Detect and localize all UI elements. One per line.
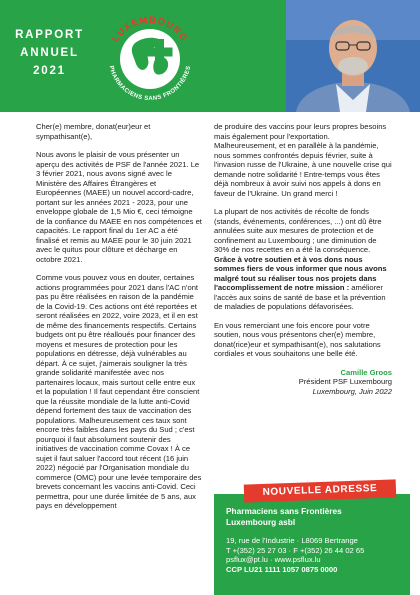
signer-role: Président PSF Luxembourg (298, 377, 392, 386)
letter-paragraph-1: Nous avons le plaisir de vous présenter un aperçu des activités de PSF de l'année 2021. Le 3 février 2021, nous avons signé avec le Ministère des Affaires Étrangères et Européennes (MAEE) un nouvel accord-cadre, portant sur les années 2021 - 2023, pour une enveloppe globale de 1,5 Mio €, ceci témoigne de la confiance du MAEE en nos compétences et capacités. Le rapport final du 1er AC a été finalisé et remis au MAEE pour le 30 juin 2021 avec le quitus pour clôture et décharge en octobre 2021. (36, 150, 202, 264)
address-street: 19, rue de l'Industrie · L8069 Bertrange (226, 536, 358, 545)
report-title (12, 26, 87, 80)
p4-text: La plupart de nos activités de récolte de fonds (stands, événements, conférences, ...) ont dû être annulées suite aux mesures de protection et de confinement au Luxembourg ; une diminution de 30% de nos recettes en a été la conséquence. (214, 207, 382, 254)
organization-name (226, 506, 410, 527)
logo-text-top: LUXEMBOURG (110, 14, 190, 45)
address-email[interactable]: psflux@pt.lu · www.psflux.lu (226, 555, 321, 565)
signature-block (214, 368, 392, 397)
signer-name: Camille Groos (340, 367, 392, 377)
report-title-line3: 2021 (33, 65, 66, 77)
header-banner (0, 0, 420, 112)
letter-paragraph-5: En vous remerciant une fois encore pour votre soutien, nous vous présentons cher(e) membre, donat(rice)eur et sympathisant(e), nos salutations cordiales et vous souhaitons une belle été. (214, 320, 381, 358)
letter-paragraph-3: de produire des vaccins pour leurs propres besoins mais également pour l'exportation. Malheureusement, et en parallèle à la pandémie, nous sommes confrontés depuis février, suite à l'invasion russe de l'Ukraine, à une nouvelle crise qui demande notre solidarité ! Entre-temps vous êtes déjà nombreux à avoir suivi nos appels à dons en faveur de l'Ukraine. Un grand merci ! (214, 122, 392, 198)
president-photo (286, 0, 420, 112)
letter-column-left (36, 122, 202, 520)
org-line-2: Luxembourg asbl (226, 516, 296, 527)
letter-paragraph-4 (214, 207, 392, 312)
signature-place-date: Luxembourg, Juin 2022 (312, 386, 392, 396)
p4-emphasis: Grâce à votre soutien et à vos dons nous sommes fiers de vous informer que nous avons malgré tout su réaliser tous nos projets dans l'accomplissement de notre mission : (214, 254, 387, 292)
letter-greeting: Cher(e) membre, donat(eur)eur et sympathisant(e), (36, 122, 151, 141)
address-ccp: CCP LU21 1111 1057 0875 0000 (226, 564, 338, 574)
address-box (214, 494, 410, 595)
new-address-badge: NOUVELLE ADRESSE (244, 479, 397, 502)
org-line-1: Pharmaciens sans Frontières (226, 506, 342, 516)
report-title-line2: ANNUEL (20, 47, 79, 59)
p4-end: améliorer l'accès aux soins de santé de base et la prévention de maladies de populations défavorisées. (214, 283, 386, 311)
report-title-line1: RAPPORT (15, 29, 84, 41)
letter-column-right (214, 122, 392, 396)
psf-logo (95, 1, 205, 111)
address-phone: T +(352) 25 27 03 · F +(352) 26 44 02 65 (226, 545, 365, 555)
logo-text-bottom: PHARMACIENS SANS FRONTIÈRES (107, 65, 193, 103)
letter-paragraph-2: Comme vous pouvez vous en douter, certaines actions programmées pour 2021 dans l'AC n'ont pas pu être réalisées en raison de la pandémie de la Covid-19. Ces actions ont été reportées et seront réalisées en 2022, voire 2023, et il en est de même des financements respectifs. Certains budgets ont pu être réalloués pour financer des moyens et mesures de protection pour les populations en détresse, déjà vulnérables au départ. À ce sujet, j'aimerais souligner la très grande solidarité manifestée avec nos partenaires locaux, mais surtout celle entre eux et la population ! Il faut cependant être conscient que la réussite mondiale de la lutte anti-Covid dépend fortement des taux de vaccination des populations. Malheureusement ces taux sont encore très faibles dans les pays du Sud ; c'est pourquoi il faut absolument soutenir des initiatives de vaccination comme Covax ! À ce sujet il faut saluer l'accord tout récent (16 juin 2022) négocié par l'Organisation mondiale du commerce (OMC) pour une levée temporaire des brevets concernant les vaccins anti-Covid. Ceci permettra, pour une durée limitée de 5 ans, aux pays en développement (36, 273, 202, 510)
